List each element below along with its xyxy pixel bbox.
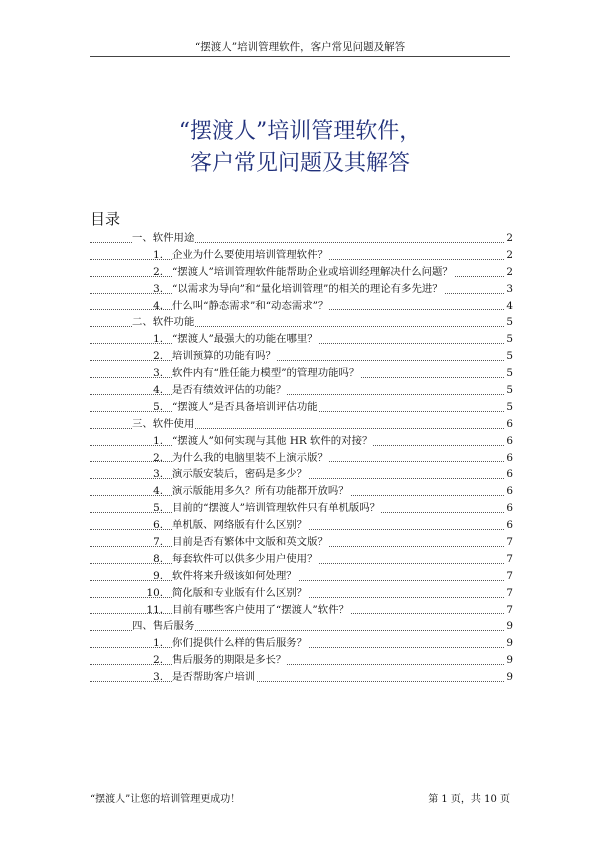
toc-entry-page: 6 <box>505 450 513 467</box>
toc-entry-number: 3. <box>153 671 163 684</box>
toc-entry[interactable] <box>90 264 513 281</box>
document-title <box>0 116 600 180</box>
toc-entry-label: 为什么我的电脑里装不上演示版？ <box>172 450 329 467</box>
toc-entry-page: 7 <box>505 602 513 619</box>
toc-entry-label: 软件将来升级该如何处理？ <box>172 568 298 585</box>
toc-entry-label: “摆渡人”是否具备培训评估功能 <box>172 399 319 416</box>
toc-entry-label: 什么叫“静态需求”和“动态需求”？ <box>172 298 329 315</box>
toc-entry[interactable] <box>90 568 513 585</box>
toc-entry[interactable] <box>90 466 513 483</box>
toc-section-entry[interactable] <box>90 618 513 635</box>
toc-entry-number: 11. <box>146 603 163 616</box>
toc-entry-label: 软件内有“胜任能力模型”的管理功能吗？ <box>172 365 360 382</box>
toc-entry-number: 1. <box>153 248 163 261</box>
toc-entry-page: 7 <box>505 551 513 568</box>
toc-entry[interactable] <box>90 551 513 568</box>
toc-entry-page: 5 <box>505 382 513 399</box>
toc-entry-label: “摆渡人”如何实现与其他 HR 软件的对接？ <box>172 433 373 450</box>
toc-entry-page: 9 <box>505 635 513 652</box>
toc-entry[interactable] <box>90 534 513 551</box>
toc-entry[interactable] <box>90 247 513 264</box>
toc-entry-page: 2 <box>505 264 513 281</box>
toc-entry-label: 一、软件用途 <box>132 230 195 247</box>
toc-entry-label: 演示版能用多久？所有功能都开放吗？ <box>172 483 350 500</box>
toc-entry-page: 7 <box>505 585 513 602</box>
toc-entry-label: 三、软件使用 <box>132 416 195 433</box>
toc-entry-page: 7 <box>505 568 513 585</box>
toc-entry[interactable] <box>90 298 513 315</box>
toc-entry-page: 9 <box>505 669 513 686</box>
toc-entry-number: 1. <box>153 637 163 650</box>
toc-entry-page: 5 <box>505 331 513 348</box>
toc-entry-page: 3 <box>505 281 513 298</box>
toc-entry-number: 2. <box>153 451 163 464</box>
toc-entry-number: 6. <box>153 519 163 532</box>
toc-entry-label: “以需求为导向”和“量化培训管理”的相关的理论有多先进？ <box>172 281 444 298</box>
toc-entry-number: 1. <box>153 333 163 346</box>
toc-entry-page: 2 <box>505 247 513 264</box>
toc-entry-label: 目前的“摆渡人”培训管理软件只有单机版吗？ <box>172 500 381 517</box>
page-header <box>90 39 510 57</box>
footer-slogan: “摆渡人”让您的培训管理更成功！ <box>90 794 241 805</box>
toc-entry-number: 3. <box>153 367 163 380</box>
toc-entry-label: 目前是否有繁体中文版和英文版？ <box>172 534 329 551</box>
toc-entry-label: 你们提供什么样的售后服务？ <box>172 635 308 652</box>
toc-entry-page: 6 <box>505 483 513 500</box>
toc-entry[interactable] <box>90 365 513 382</box>
toc-entry[interactable] <box>90 652 513 669</box>
toc-entry[interactable] <box>90 331 513 348</box>
toc-entry-page: 6 <box>505 517 513 534</box>
toc-entry[interactable] <box>90 382 513 399</box>
toc-entry-label: “摆渡人”培训管理软件能帮助企业或培训经理解决什么问题？ <box>172 264 454 281</box>
toc-entry-page: 5 <box>505 365 513 382</box>
toc-entry-label: 每套软件可以供多少用户使用？ <box>172 551 318 568</box>
toc-entry-number: 2. <box>153 654 163 667</box>
toc-entry[interactable] <box>90 348 513 365</box>
toc-entry-label: 四、售后服务 <box>132 618 195 635</box>
toc-entry-number: 10. <box>146 586 163 599</box>
title-line-2: 客户常见问题及其解答 <box>189 151 410 176</box>
toc-entry[interactable] <box>90 635 513 652</box>
toc-entry-label: 企业为什么要使用培训管理软件？ <box>172 247 329 264</box>
toc-entry-page: 9 <box>505 618 513 635</box>
toc-entry-page: 5 <box>505 314 513 331</box>
toc-entry-label: 售后服务的期限是多长？ <box>172 652 287 669</box>
toc-entry[interactable] <box>90 602 513 619</box>
toc-entry-number: 4. <box>153 485 163 498</box>
title-line-1: “摆渡人”培训管理软件， <box>178 119 422 144</box>
toc-entry-number: 5. <box>153 502 163 515</box>
toc-section-entry[interactable] <box>90 416 513 433</box>
toc-entry-number: 4. <box>153 384 163 397</box>
toc-entry[interactable] <box>90 399 513 416</box>
toc-entry-page: 4 <box>505 298 513 315</box>
toc-entry[interactable] <box>90 433 513 450</box>
toc-entry-label: 目前有哪些客户使用了“摆渡人”软件？ <box>172 602 350 619</box>
toc-entry-page: 7 <box>505 534 513 551</box>
table-of-contents <box>90 230 513 686</box>
toc-entry-label: 单机版、网络版有什么区别？ <box>172 517 308 534</box>
footer-page-number: 第 1 页，共 10 页 <box>428 794 510 805</box>
toc-entry-page: 2 <box>505 230 513 247</box>
toc-entry-number: 4. <box>153 299 163 312</box>
toc-heading: 目录 <box>90 210 121 228</box>
toc-entry-page: 5 <box>505 348 513 365</box>
toc-entry[interactable] <box>90 500 513 517</box>
toc-entry[interactable] <box>90 450 513 467</box>
toc-entry-number: 3. <box>153 282 163 295</box>
toc-entry-page: 9 <box>505 652 513 669</box>
toc-section-entry[interactable] <box>90 314 513 331</box>
toc-entry-label: 演示版安装后，密码是多少？ <box>172 466 308 483</box>
toc-entry-label: “摆渡人”最强大的功能在哪里？ <box>172 331 319 348</box>
toc-entry-number: 2. <box>153 265 163 278</box>
toc-entry-number: 8. <box>153 552 163 565</box>
toc-entry-label: 简化版和专业版有什么区别？ <box>172 585 308 602</box>
header-text: “摆渡人”培训管理软件，客户常见问题及解答 <box>194 41 406 53</box>
toc-entry-number: 9. <box>153 569 163 582</box>
toc-entry-number: 3. <box>153 468 163 481</box>
toc-entry-page: 6 <box>505 466 513 483</box>
toc-entry[interactable] <box>90 669 513 686</box>
toc-entry[interactable] <box>90 281 513 298</box>
toc-entry-label: 是否帮助客户培训 <box>172 669 256 686</box>
toc-entry-number: 5. <box>153 400 163 413</box>
toc-entry-page: 6 <box>505 433 513 450</box>
toc-section-entry[interactable] <box>90 230 513 247</box>
toc-entry[interactable] <box>90 585 513 602</box>
toc-entry-page: 5 <box>505 399 513 416</box>
toc-entry-number: 2. <box>153 350 163 363</box>
toc-entry-label: 二、软件功能 <box>132 314 195 331</box>
toc-entry[interactable] <box>90 483 513 500</box>
toc-entry-number: 1. <box>153 434 163 447</box>
toc-entry-label: 培训预算的功能有吗？ <box>172 348 277 365</box>
toc-entry-page: 6 <box>505 416 513 433</box>
toc-entry-number: 7. <box>153 536 163 549</box>
toc-entry-page: 6 <box>505 500 513 517</box>
toc-entry[interactable] <box>90 517 513 534</box>
toc-entry-label: 是否有绩效评估的功能？ <box>172 382 287 399</box>
